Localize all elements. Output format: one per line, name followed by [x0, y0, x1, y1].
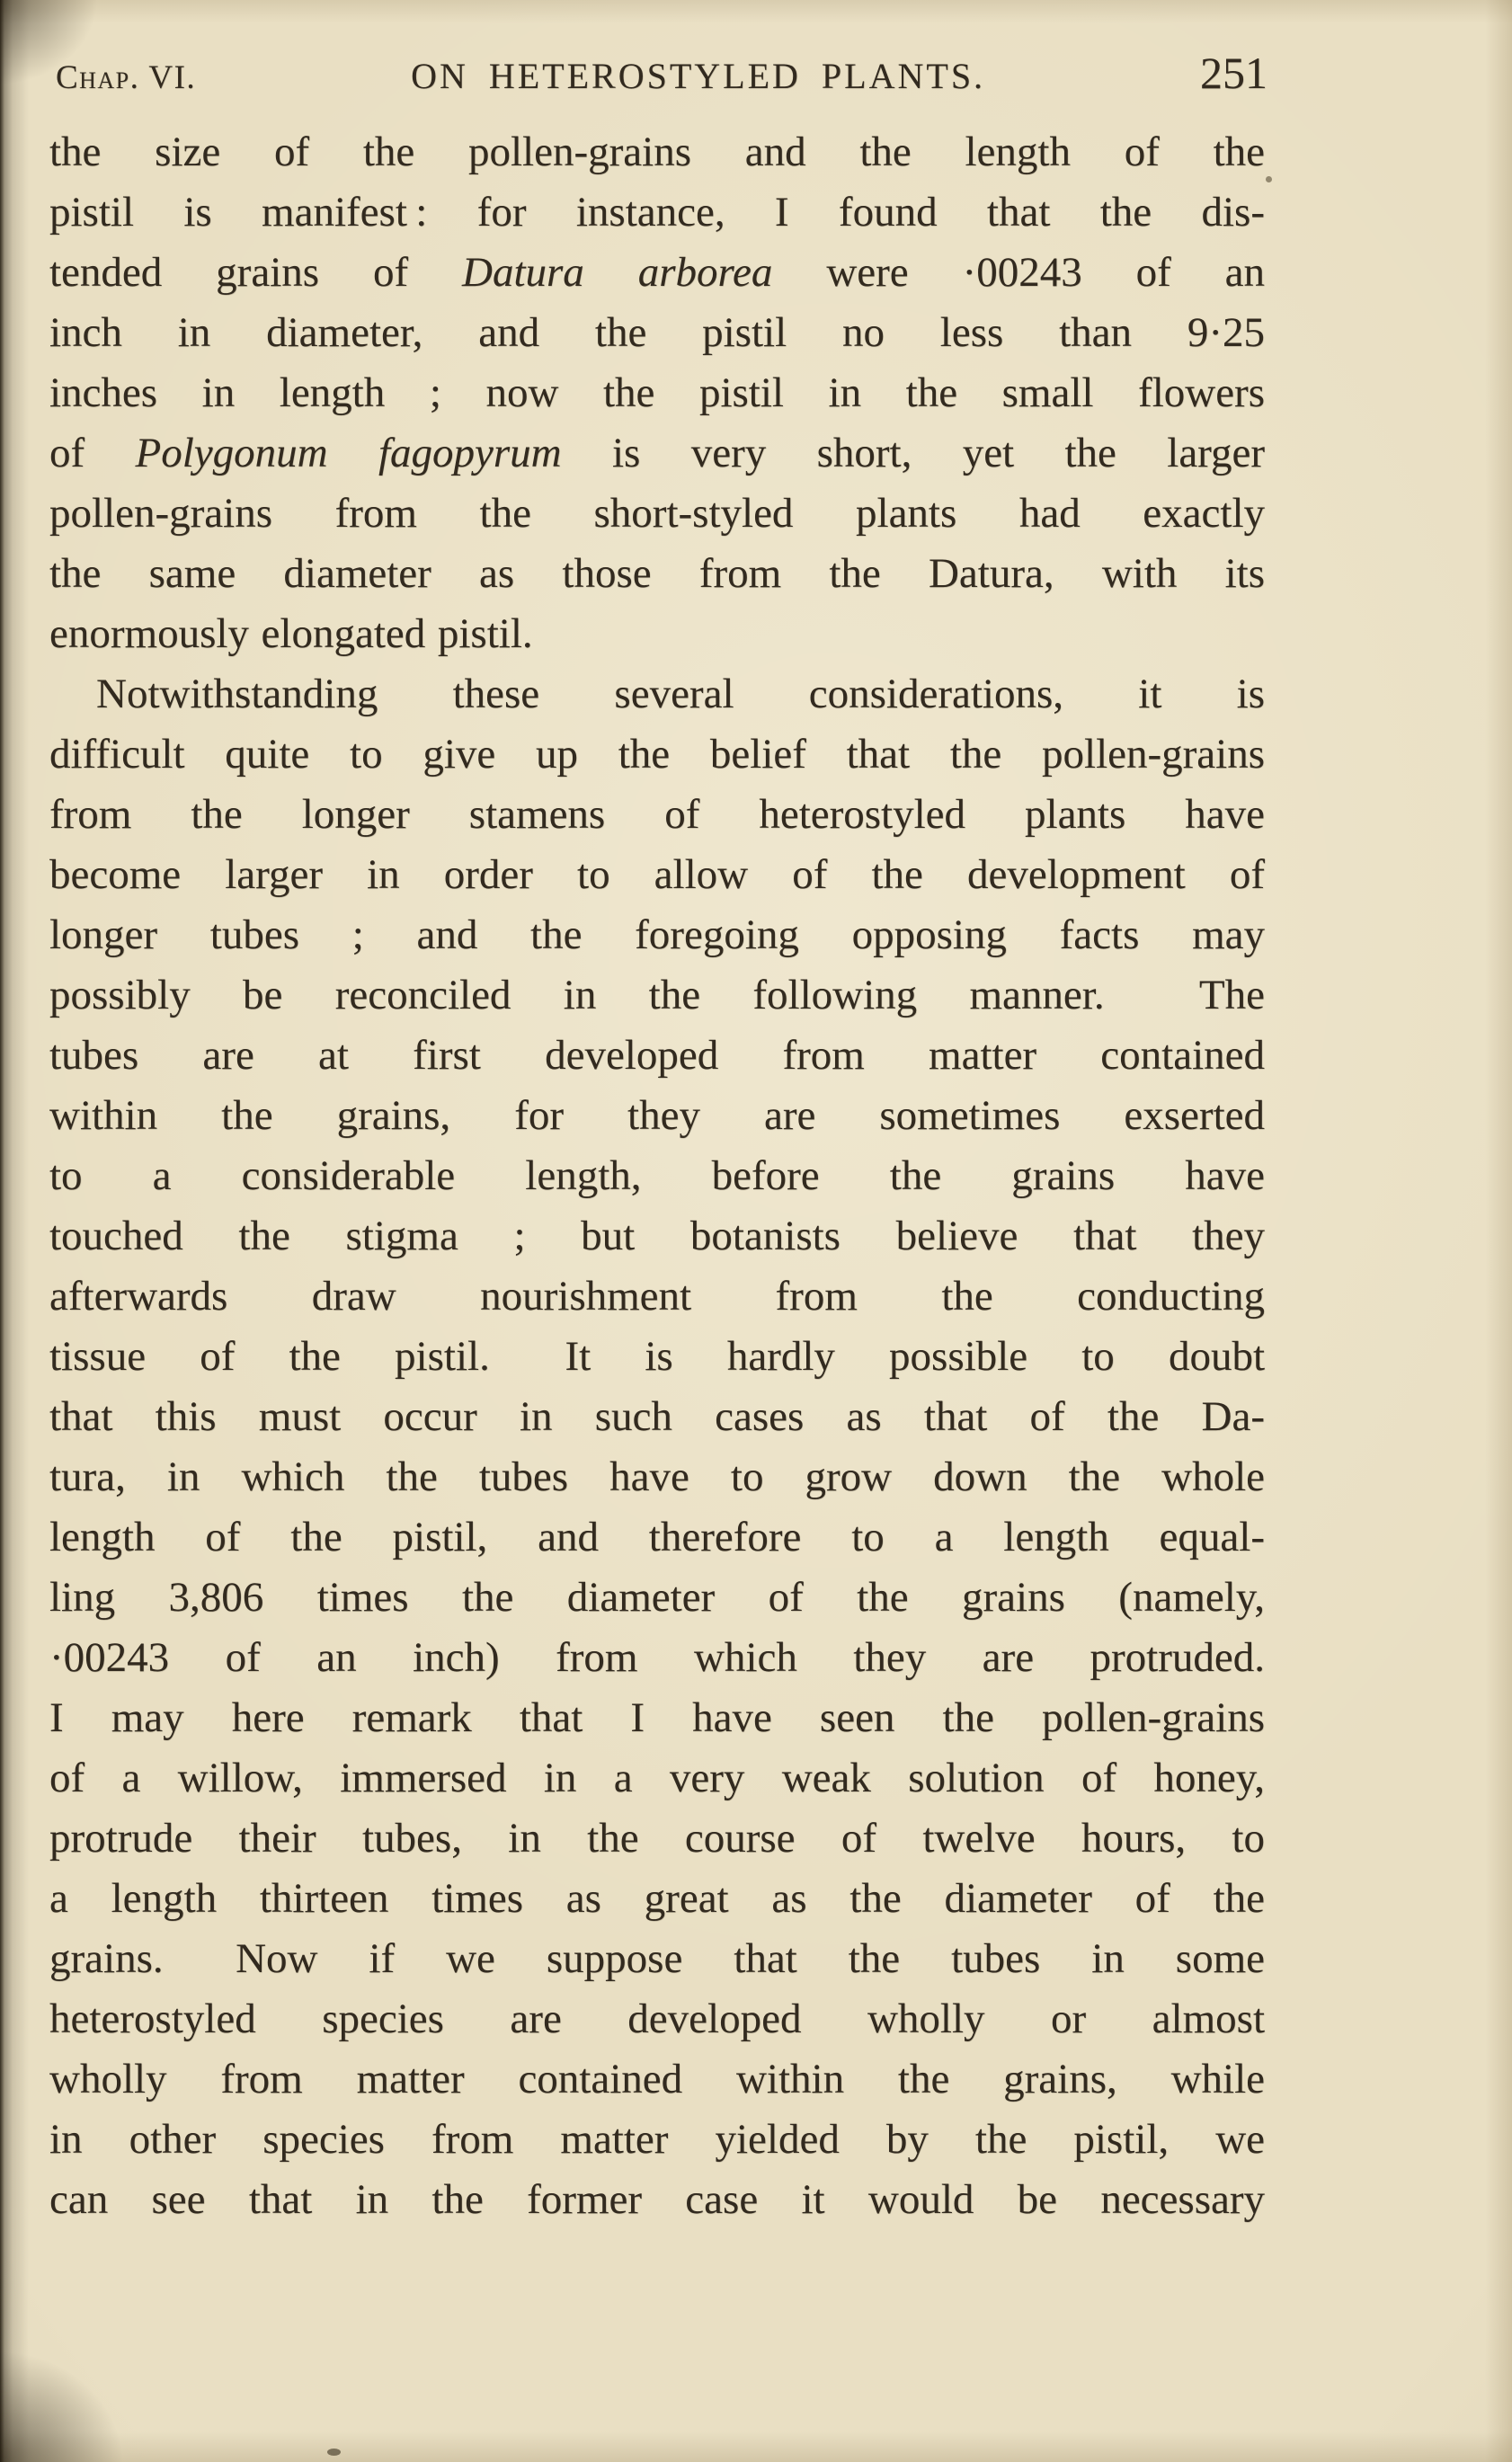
text-line: wholly from matter contained within the grains, while — [49, 2056, 1265, 2102]
text-line: heterostyled species are developed wholly or almost — [49, 1995, 1265, 2042]
text-line: to a considerable length, before the grains have — [49, 1152, 1265, 1199]
text-line: tended grains of Datura arborea were ·00243 of an — [49, 249, 1266, 296]
text-line: in other species from matter yielded by the pistil, we — [49, 2116, 1265, 2163]
text-line: within the grains, for they are sometimes exserted — [49, 1092, 1265, 1139]
text-line: that this must occur in such cases as that of the Da- — [49, 1393, 1265, 1440]
text-line: from the longer stamens of heterostyled plants have — [49, 791, 1265, 838]
text-line: inch in diameter, and the pistil no less than 9·25 — [49, 309, 1265, 356]
text-line: of Polygonum fagopyrum is very short, yet the larger — [49, 430, 1265, 476]
text-line: become larger in order to allow of the development of — [49, 851, 1265, 898]
text-line: a length thirteen times as great as the diameter of the — [49, 1875, 1265, 1922]
text-line: possibly be reconciled in the following manner. The — [49, 972, 1265, 1018]
text-line: tura, in which the tubes have to grow down the whole — [49, 1453, 1265, 1500]
text-line: ling 3,806 times the diameter of the grains (namely, — [49, 1574, 1265, 1621]
text-line: touched the stigma ; but botanists believe that they — [49, 1213, 1265, 1259]
text-line: protrude their tubes, in the course of twelve hours, to — [49, 1815, 1265, 1862]
text-line: pollen-grains from the short-styled plants had exactly — [49, 490, 1265, 537]
text-line: I may here remark that I have seen the pollen-grains — [49, 1694, 1265, 1741]
text-line: inches in length ; now the pistil in the small flowers — [49, 369, 1265, 416]
text-line: longer tubes ; and the foregoing opposing facts may — [49, 911, 1265, 958]
text-line: grains. Now if we suppose that the tubes in some — [49, 1935, 1265, 1982]
text-line: the size of the pollen-grains and the length of the — [49, 129, 1265, 175]
text-line: can see that in the former case it would be necessary — [49, 2176, 1265, 2223]
text-line: length of the pistil, and therefore to a length equal- — [49, 1514, 1265, 1560]
page-number: 251 — [1200, 48, 1267, 98]
ink-speck — [327, 2449, 341, 2456]
text-line: the same diameter as those from the Datura, with its — [49, 550, 1265, 597]
running-header — [0, 0, 1512, 99]
text-line: Notwithstanding these several considerations, it is — [96, 671, 1265, 717]
chapter-label: Chap. VI. — [56, 59, 197, 96]
paragraph — [49, 664, 1265, 2230]
text-line: ·00243 of an inch) from which they are protruded. — [49, 1634, 1265, 1681]
text-line: afterwards draw nourishment from the conducting — [49, 1273, 1265, 1320]
text-block — [0, 122, 1512, 2230]
text-line: tubes are at first developed from matter contained — [49, 1032, 1265, 1079]
paragraph — [49, 122, 1265, 664]
text-line: pistil is manifest : for instance, I found that the dis- — [49, 189, 1265, 236]
page-title: ON HETEROSTYLED PLANTS. — [411, 56, 986, 96]
text-line: enormously elongated pistil. — [49, 610, 533, 657]
text-line: tissue of the pistil. It is hardly possible to doubt — [49, 1333, 1265, 1380]
text-line: difficult quite to give up the belief that the pollen-grains — [49, 731, 1265, 778]
text-line: of a willow, immersed in a very weak solution of honey, — [49, 1755, 1265, 1801]
ink-speck — [1266, 176, 1272, 182]
